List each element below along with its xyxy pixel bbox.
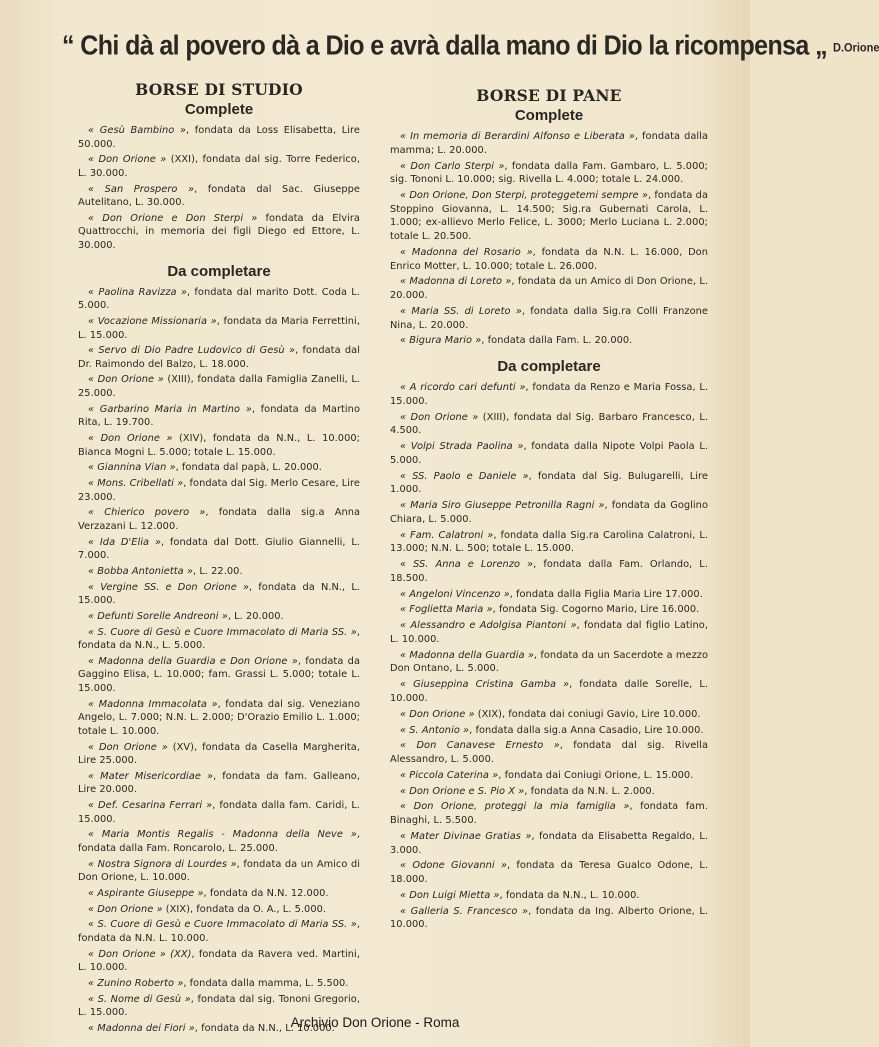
- fund-entry: [390, 470, 708, 497]
- fund-entry: [390, 724, 708, 738]
- fund-details: , fondata dalla Sig.ra Colli Franzone Nina, L. 20.000.: [390, 305, 708, 331]
- fund-name: « Madonna dei Fiori »: [88, 1022, 195, 1034]
- section-title: BORSE DI STUDIO: [135, 80, 303, 99]
- fund-entry: [390, 275, 708, 302]
- fund-entry: [390, 769, 708, 783]
- fund-details: (XV), fondata da Casella Margherita, Lire 25.000.: [78, 741, 360, 767]
- fund-details: , fondata da N.N., L. 15.000.: [78, 581, 360, 607]
- fund-entry: [78, 477, 360, 504]
- fund-name: « Mater Misericordiae »: [88, 770, 214, 782]
- fund-name: « Don Orione e S. Pio X »: [400, 785, 525, 797]
- fund-entry: [390, 603, 708, 617]
- subsection-heading: Da completare: [167, 262, 271, 280]
- fund-details: , fondata dal Dott. Giulio Giannelli, L. 7.000.: [78, 536, 361, 562]
- fund-name: « Galleria S. Francesco »: [400, 905, 529, 917]
- column-borse-di-pane: [390, 80, 708, 934]
- fund-details: , fondata da N.N., L. 10.000.: [499, 889, 640, 901]
- fund-name: « A ricordo cari defunti »: [400, 382, 526, 394]
- fund-entry: [78, 536, 360, 563]
- fund-details: (XIII), fondata dal Sig. Barbaro Francesco, L. 4.500.: [390, 411, 708, 437]
- fund-entry: [78, 903, 360, 917]
- fund-name: « Maria Montis Regalis - Madonna della Neve »: [88, 829, 357, 841]
- fund-name: « Don Orione, Don Sterpi, proteggetemi sempre »: [400, 190, 648, 201]
- fund-entry: [78, 626, 360, 653]
- fund-name: « Zunino Roberto »: [88, 977, 184, 989]
- subsection-heading: Complete: [514, 107, 584, 124]
- fund-name: « Don Orione »: [88, 433, 173, 445]
- fund-name: « Odone Giovanni »: [400, 860, 507, 872]
- fund-entry: [78, 655, 360, 696]
- fund-details: , fondata dalla Nipote Volpi Paola L. 5.000.: [390, 441, 708, 466]
- fund-entry: [78, 315, 360, 342]
- fund-name: « Bigura Mario »: [400, 335, 482, 347]
- fund-entry: [78, 799, 360, 826]
- fund-details: , fondata Sig. Cogorno Mario, Lire 16.000.: [492, 604, 700, 616]
- fund-entry: [78, 565, 360, 579]
- fund-details: , fondata da N.N. L. 10.000.: [78, 919, 360, 944]
- fund-details: , fondata da Loss Elisabetta, Lire 50.000.: [78, 125, 360, 150]
- fund-details: (XIV), fondata da N.N., L. 10.000; Bianca Mogni L. 5.000; totale L. 15.000.: [78, 433, 361, 458]
- fund-details: fondata da Elvira Quattrocchi, in memoria dei figli Diego ed Ettore, L. 30.000.: [78, 212, 360, 252]
- fund-name: « Garbarino Maria in Martino »: [88, 403, 252, 415]
- fund-details: , fondata da Renzo e Maria Fossa, L. 15.000.: [390, 382, 708, 407]
- sections-container: [390, 107, 708, 932]
- fund-details: , fondata dalla sig.a Anna Casadio, Lire 10.000.: [469, 724, 704, 736]
- fund-entry: [78, 183, 360, 210]
- fund-entry: [390, 130, 708, 157]
- section-title: BORSE DI PANE: [476, 86, 622, 105]
- fund-name: « Don Orione »: [400, 708, 475, 720]
- fund-entry: [78, 858, 360, 885]
- fund-entry: [390, 558, 708, 585]
- fund-entry: [390, 830, 708, 857]
- fund-details: , fondata dal papà, L. 20.000.: [175, 462, 322, 474]
- fund-name: « Madonna della Guardia e Don Orione »: [88, 655, 298, 667]
- fund-details: , fondata dai Coniugi Orione, L. 15.000.: [498, 769, 694, 781]
- fund-entry: [390, 649, 708, 676]
- fund-name: « Mons. Cribellati »: [88, 478, 184, 489]
- fund-details: , fondata da Ravera ved. Martini, L. 10.000.: [78, 948, 360, 974]
- fund-details: , fondata da un Amico di Don Orione, L. 10.000.: [78, 858, 360, 884]
- fund-details: , fondata da Goglino Chiara, L. 5.000.: [390, 500, 708, 525]
- fund-entry: [78, 581, 360, 608]
- fund-name: « Mater Divinae Gratias »: [400, 830, 532, 842]
- fund-name: « Don Carlo Sterpi »: [400, 160, 505, 172]
- fund-entry: [78, 698, 360, 739]
- fund-name: « Don Orione »: [400, 411, 479, 423]
- fund-name: « Paolina Ravizza »: [88, 286, 187, 298]
- fund-entry: [390, 889, 708, 903]
- fund-entry: [78, 977, 360, 991]
- fund-name: « S. Nome di Gesù »: [88, 993, 191, 1005]
- fund-details: , fondata dal sig. Rivella Alessandro, L. 5.000.: [390, 740, 708, 765]
- fund-details: , fondata da N.N., L. 10.000.: [194, 1022, 335, 1034]
- fund-entry: [390, 739, 708, 766]
- fund-details: , fondata dal sig. Tononi Gregorio, L. 15.000.: [78, 993, 360, 1019]
- fund-name: « Madonna della Guardia »: [400, 649, 534, 661]
- fund-details: , fondata da un Amico di Don Orione, L. 20.000.: [390, 276, 708, 302]
- fund-entry: [390, 189, 708, 244]
- subsection-heading: Da completare: [497, 358, 601, 376]
- fund-name: « Madonna del Rosario »: [400, 246, 533, 258]
- fund-name: « Foglietta Maria »: [400, 604, 493, 616]
- fund-entry: [390, 588, 708, 602]
- fund-details: , fondata da N.N., L. 5.000.: [78, 626, 360, 652]
- fund-name: « Fam. Calatroni »: [400, 529, 494, 541]
- signature: D.Orione: [833, 41, 879, 55]
- fund-entry: [390, 499, 708, 526]
- fund-name: « Vocazione Missionaria »: [88, 315, 217, 327]
- fund-details: , fondata dalla Fam. Orlando, L. 18.500.: [390, 559, 708, 584]
- fund-name: « Don Orione e Don Sterpi »: [88, 212, 258, 224]
- fund-entry: [78, 828, 360, 855]
- fund-details: , fondata dal Sig. Merlo Cesare, Lire 23.000.: [78, 478, 360, 503]
- fund-name: « Servo di Dio Padre Ludovico di Gesù »: [88, 345, 296, 357]
- fund-details: , fondata da Maria Ferrettini, L. 15.000.: [78, 315, 360, 341]
- fund-details: , fondata da N.N. L. 2.000.: [524, 785, 655, 797]
- fund-entry: [78, 741, 360, 768]
- fund-name: « Volpi Strada Paolina »: [400, 441, 524, 453]
- fund-name: « Madonna di Loreto »: [400, 276, 512, 288]
- fund-name: « Don Orione » (XX): [88, 948, 192, 960]
- fund-name: « Don Canavese Ernesto »: [400, 740, 560, 752]
- fund-entry: [390, 411, 708, 438]
- fund-details: , fondata dal Sig. Bulugarelli, Lire 1.000.: [390, 470, 708, 496]
- fund-entry: [78, 432, 360, 459]
- fund-entry: [390, 785, 708, 799]
- fund-details: , fondata da Ing. Alberto Orione, L. 10.000.: [390, 905, 708, 931]
- fund-entry: [390, 381, 708, 408]
- fund-details: , fondata dalla mamma, L. 5.500.: [183, 977, 349, 989]
- fund-name: « Vergine SS. e Don Orione »: [88, 581, 249, 593]
- fund-entry: [78, 461, 360, 475]
- motto-header: [62, 30, 879, 62]
- fund-name: « SS. Paolo e Daniele »: [400, 470, 529, 482]
- fund-details: , fondata fam. Binaghi, L. 5.500.: [390, 801, 708, 827]
- fund-name: « Def. Cesarina Ferrari »: [88, 800, 213, 812]
- archive-footer: Archivio Don Orione - Roma: [290, 1015, 460, 1030]
- fund-name: « Don Orione »: [88, 374, 164, 386]
- fund-entry: [390, 160, 708, 187]
- fund-details: , fondata da Gaggino Elisa, L. 10.000; fam. Grassi L. 5.000; totale L. 15.000.: [78, 655, 360, 694]
- fund-details: , fondata da Teresa Gualco Odone, L. 18.000.: [390, 860, 708, 886]
- fund-details: (XIX), fondata da O. A., L. 5.000.: [162, 903, 327, 915]
- fund-details: , fondata dalla Figlia Maria Lire 17.000.: [509, 588, 703, 600]
- fund-name: « Ida D'Elia »: [88, 536, 161, 548]
- fund-name: « S. Cuore di Gesù e Cuore Immacolato di Maria SS. »: [88, 919, 357, 931]
- fund-details: , fondata da un Sacerdote a mezzo Don Ontano, L. 5.000.: [390, 649, 708, 675]
- fund-entry: [390, 305, 708, 332]
- fund-details: , fondata da Stoppino Giovanna, L. 14.500; Sig.ra Gubernati Carola, L. 1.000; ex-allievo Merlo Felice, L. 3000; Merlo Luciana L. 2.000; totale L. 20.500.: [390, 190, 708, 243]
- fund-details: , fondata dalla sig.a Anna Verzazani L. 12.000.: [78, 507, 361, 532]
- fund-name: « Piccola Caterina »: [400, 769, 499, 781]
- fund-details: , fondata dalla Fam. L. 20.000.: [481, 335, 633, 347]
- fund-entry: [390, 859, 708, 886]
- fund-entry: [390, 246, 708, 273]
- fund-entry: [78, 373, 360, 400]
- fund-details: , fondata da Elisabetta Regaldo, L. 3.000.: [390, 830, 708, 856]
- fund-details: , fondata dal Sac. Giuseppe Autelitano, L. 30.000.: [78, 183, 361, 209]
- fund-name: « Madonna Immacolata »: [88, 698, 218, 710]
- motto-text: “ Chi dà al povero dà a Dio e avrà dalla mano di Dio la ricompensa „: [62, 30, 827, 62]
- column-borse-di-studio: [78, 80, 360, 1038]
- fund-entry: [78, 344, 360, 371]
- fund-name: « S. Cuore di Gesù e Cuore Immacolato di Maria SS. »: [88, 626, 357, 638]
- subsection-heading: Complete: [184, 101, 254, 118]
- fund-name: « SS. Anna e Lorenzo »: [400, 559, 534, 571]
- fund-entry: [78, 506, 360, 533]
- fund-entry: [78, 403, 360, 430]
- fund-entry: [78, 770, 360, 797]
- fund-entry: [390, 905, 708, 932]
- fund-name: « Defunti Sorelle Andreoni »: [88, 610, 228, 622]
- fund-entry: [78, 918, 360, 945]
- fund-name: « Giannina Vian »: [88, 462, 176, 474]
- fund-details: , fondata dalla Fam. Gambaro, L. 5.000; sig. Tononi L. 10.000; sig. Rivella L. 4.000; totale L. 24.000.: [390, 160, 708, 186]
- sections-container: [78, 101, 360, 1035]
- fund-name: « Don Luigi Mietta »: [400, 889, 500, 901]
- fund-name: « Chierico povero »: [88, 507, 206, 519]
- fund-name: « S. Antonio »: [400, 724, 470, 736]
- fund-details: , fondata dalla mamma; L. 20.000.: [390, 131, 708, 156]
- fund-details: , fondata dalla Sig.ra Carolina Calatroni, L. 13.000; N.N. L. 500; totale L. 15.000.: [390, 529, 708, 555]
- fund-details: , fondata dal figlio Latino, L. 10.000.: [390, 620, 708, 645]
- fund-details: , fondata da N.N. L. 16.000, Don Enrico Motter, L. 10.000; totale L. 26.000.: [390, 246, 708, 272]
- fund-entry: [390, 708, 708, 722]
- fund-entry: [390, 800, 708, 827]
- fund-details: , fondata dalla fam. Caridi, L. 15.000.: [78, 800, 360, 825]
- fund-details: (XXI), fondata dal sig. Torre Federico, L. 30.000.: [78, 154, 361, 179]
- fund-details: (XIII), fondata dalla Famiglia Zanelli, L. 25.000.: [78, 374, 361, 400]
- fund-entry: [390, 440, 708, 467]
- fund-entry: [78, 212, 360, 253]
- fund-details: , fondata da N.N. 12.000.: [203, 887, 329, 899]
- fund-name: « Maria SS. di Loreto »: [400, 305, 522, 317]
- fund-details: , L. 20.000.: [227, 610, 284, 622]
- fund-name: « Aspirante Giuseppe »: [88, 887, 204, 899]
- fund-name: « Don Orione, proteggi la mia famiglia »: [400, 801, 630, 813]
- fund-entry: [78, 610, 360, 624]
- fund-details: , fondata da Martino Rita, L. 19.700.: [78, 403, 360, 429]
- fund-entry: [390, 529, 708, 556]
- fund-name: « Maria Siro Giuseppe Petronilla Ragni »: [400, 500, 605, 512]
- fund-name: « Angeloni Vincenzo »: [400, 588, 510, 600]
- fund-entry: [390, 678, 708, 705]
- fund-name: « In memoria di Berardini Alfonso e Liberata »: [400, 131, 635, 142]
- fund-name: « Bobba Antonietta »: [88, 565, 193, 577]
- fund-name: « San Prospero »: [88, 183, 195, 195]
- fund-entry: [390, 619, 708, 646]
- fund-details: , L. 22.00.: [192, 565, 243, 577]
- fund-details: , fondata dal marito Dott. Coda L. 5.000.: [78, 286, 360, 312]
- fund-details: , fondata dal sig. Veneziano Angelo, L. 7.000; N.N. L. 2.000; D'Orazio Emilio L. 1.000; totale L. 10.000.: [78, 698, 360, 737]
- fund-name: « Giuseppina Cristina Gamba »: [400, 679, 570, 691]
- fund-entry: [78, 286, 360, 313]
- fund-name: « Nostra Signora di Lourdes »: [88, 858, 237, 870]
- fund-entry: [390, 334, 708, 348]
- fund-name: « Gesù Bambino »: [88, 125, 186, 136]
- fund-name: « Don Orione »: [88, 741, 168, 753]
- fund-entry: [78, 948, 360, 975]
- fund-details: , fondata dalle Sorelle, L. 10.000.: [390, 679, 708, 704]
- fund-details: , fondata da fam. Galleano, Lire 20.000.: [78, 770, 361, 796]
- fund-name: « Don Orione »: [88, 154, 167, 166]
- fund-entry: [78, 124, 360, 151]
- fund-name: « Alessandro e Adolgisa Piantoni »: [400, 620, 577, 632]
- fund-details: , fondata dal Dr. Raimondo del Balzo, L. 18.000.: [78, 345, 361, 370]
- fund-details: , fondata dalla Fam. Roncarolo, L. 25.000.: [78, 829, 360, 854]
- fund-name: « Don Orione »: [88, 903, 163, 915]
- fund-details: (XIX), fondata dai coniugi Gavio, Lire 10.000.: [474, 708, 701, 720]
- fund-entry: [78, 153, 360, 180]
- fund-entry: [78, 887, 360, 901]
